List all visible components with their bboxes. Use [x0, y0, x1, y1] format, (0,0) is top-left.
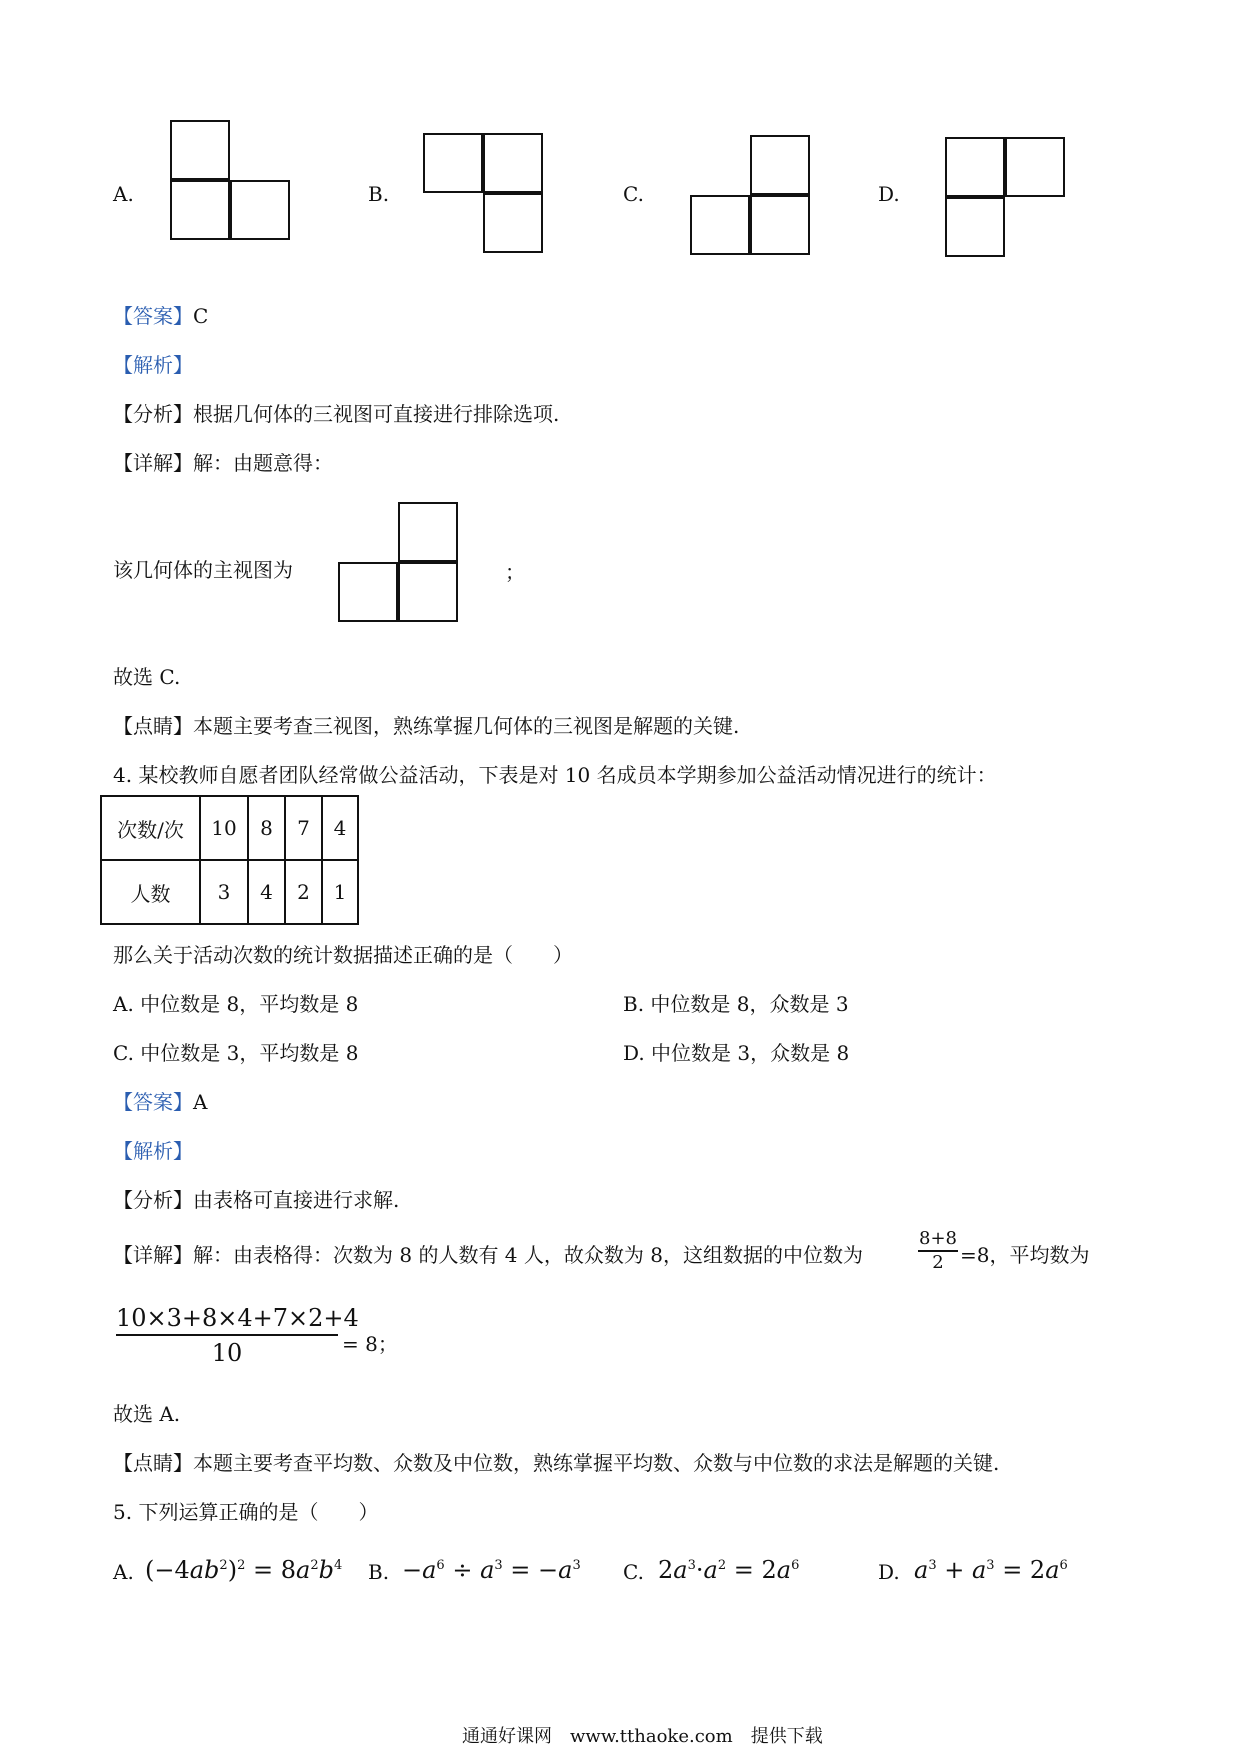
mean-numerator: 10×3+8×4+7×2+4: [116, 1304, 359, 1332]
q3-main-view-figure: [338, 502, 468, 632]
q3-xiangjie: [113, 453, 333, 473]
q3-option-b-label: B.: [368, 182, 390, 206]
q3-option-b-figure: [423, 133, 553, 263]
table-cell: 4: [248, 860, 285, 924]
median-result: =8，平均数为: [960, 1243, 1090, 1267]
q4-option-a: A. 中位数是 8，平均数是 8: [113, 992, 359, 1016]
table-row: [101, 860, 358, 924]
fenxi-tag: 【分析】: [113, 402, 193, 426]
table-cell: 1: [322, 860, 358, 924]
q5-option-d-label: D.: [878, 1560, 900, 1584]
dianjing-tag: 【点睛】: [113, 1451, 193, 1475]
mean-result: = 8；: [342, 1332, 398, 1356]
q4-question: 那么关于活动次数的统计数据描述正确的是（ ）: [113, 943, 573, 967]
q4-option-c: C. 中位数是 3，平均数是 8: [113, 1041, 359, 1065]
answer-tag: 【答案】: [113, 1090, 193, 1114]
q3-fenxi: [113, 404, 559, 424]
table-cell: 2: [285, 860, 322, 924]
median-denominator: 2: [918, 1250, 958, 1272]
xiangjie-text: 解：由题意得：: [193, 451, 333, 475]
q4-option-b: B. 中位数是 8，众数是 3: [623, 992, 849, 1016]
answer-value: A: [193, 1090, 208, 1114]
table-header-cell: 次数/次: [101, 796, 200, 860]
table-cell: 4: [322, 796, 358, 860]
fenxi-text: 由表格可直接进行求解.: [193, 1188, 400, 1212]
q3-option-c-label: C.: [623, 182, 644, 206]
table-cell: 3: [200, 860, 248, 924]
q5-option-b-formula: $-a^6 \div a^3 = -a^3$: [402, 1556, 581, 1584]
dianjing-text: 本题主要考查三视图，熟练掌握几何体的三视图是解题的关键.: [193, 714, 740, 738]
mean-denominator: 10: [116, 1334, 338, 1365]
q3-conclusion: 故选 C.: [113, 665, 181, 689]
table-cell: 7: [285, 796, 322, 860]
q4-stat-table: [100, 795, 359, 925]
answer-value: C: [193, 304, 209, 328]
xiangjie-tag: 【详解】: [113, 451, 193, 475]
q3-option-a-figure: [170, 120, 300, 250]
q4-xiangjie: [113, 1245, 863, 1265]
q3-semicolon: ；: [505, 560, 525, 584]
q3-analysis-tag: 【解析】: [113, 353, 193, 377]
xiangjie-text: 解：由表格得：次数为 8 的人数有 4 人，故众数为 8，这组数据的中位数为: [193, 1243, 863, 1267]
q5-option-c-formula: $2a^3\cdot a^2 = 2a^6$: [658, 1556, 800, 1584]
table-header-cell: 人数: [101, 860, 200, 924]
q4-analysis-tag: 【解析】: [113, 1139, 193, 1163]
q3-option-a-label: A.: [113, 182, 134, 206]
q4-option-d: D. 中位数是 3，众数是 8: [623, 1041, 850, 1065]
median-numerator: 8+8: [919, 1228, 957, 1249]
q3-main-view-text: 该几何体的主视图为: [113, 558, 293, 582]
fenxi-text: 根据几何体的三视图可直接进行排除选项.: [193, 402, 560, 426]
q3-option-d-label: D.: [878, 182, 900, 206]
q4-answer: [113, 1092, 207, 1112]
q5-option-a-formula: $(-4ab^2)^2 = 8a^2b^4$: [145, 1556, 343, 1584]
answer-tag: 【答案】: [113, 304, 193, 328]
median-fraction: [918, 1230, 958, 1272]
dianjing-tag: 【点睛】: [113, 714, 193, 738]
q4-fenxi: [113, 1190, 399, 1210]
page-footer: 通通好课网 www.tthaoke.com 提供下载: [462, 1726, 823, 1747]
q3-answer: [113, 306, 208, 326]
q4-dianjing: [113, 1453, 999, 1473]
q5-option-d-formula: $a^3 + a^3 = 2a^6$: [914, 1556, 1068, 1584]
q4-stem: 4. 某校教师自愿者团队经常做公益活动，下表是对 10 名成员本学期参加公益活动情况进行的统计：: [113, 763, 997, 787]
table-row: [101, 796, 358, 860]
table-cell: 8: [248, 796, 285, 860]
q5-option-b-label: B.: [368, 1560, 390, 1584]
q4-conclusion: 故选 A.: [113, 1402, 181, 1426]
q3-dianjing: [113, 716, 739, 736]
q5-option-c-label: C.: [623, 1560, 644, 1584]
q3-option-c-figure: [690, 135, 820, 265]
table-cell: 10: [200, 796, 248, 860]
q5-option-a-label: A.: [113, 1560, 134, 1584]
fenxi-tag: 【分析】: [113, 1188, 193, 1212]
xiangjie-tag: 【详解】: [113, 1243, 193, 1267]
q5-stem: 5. 下列运算正确的是（ ）: [113, 1500, 379, 1524]
mean-fraction: [116, 1304, 359, 1367]
q3-option-d-figure: [945, 137, 1075, 267]
dianjing-text: 本题主要考查平均数、众数及中位数，熟练掌握平均数、众数与中位数的求法是解题的关键.: [193, 1451, 1000, 1475]
